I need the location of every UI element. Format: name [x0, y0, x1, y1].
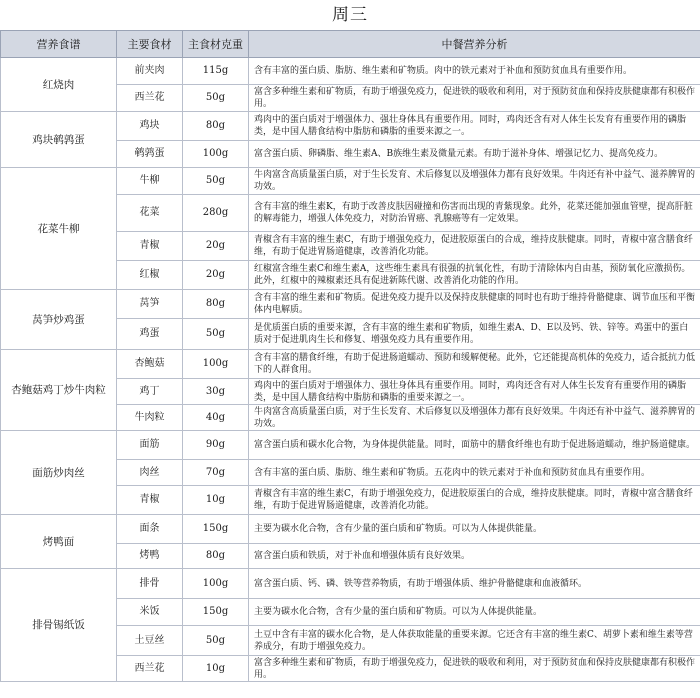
- nutrition-analysis: 含有丰富的蛋白质、脂肪、维生素和矿物质。五花肉中的铁元素对于补血和预防贫血具有重要作用。: [249, 460, 700, 486]
- table-body: [1, 58, 700, 682]
- header-ingredient: 主要食材: [117, 31, 183, 58]
- ingredient-name: 牛柳: [117, 168, 183, 195]
- table-row: [1, 515, 700, 544]
- ingredient-name: 牛肉粒: [117, 405, 183, 431]
- ingredient-weight: 10g: [183, 486, 249, 515]
- ingredient-name: 青椒: [117, 486, 183, 515]
- nutrition-analysis: 是优质蛋白质的重要来源，含有丰富的维生素和矿物质，如维生素A、D、E以及钙、铁、锌等。鸡蛋中的蛋白质对于促进肌肉生长和修复、增强免疫力具有重要作用。: [249, 319, 700, 350]
- ingredient-name: 西兰花: [117, 85, 183, 112]
- ingredient-weight: 50g: [183, 168, 249, 195]
- nutrition-analysis: 富含多种维生素和矿物质，有助于增强免疫力，促进铁的吸收和利用，对于预防贫血和保持皮肤健康都有积极作用。: [249, 85, 700, 112]
- ingredient-name: 面筋: [117, 431, 183, 460]
- ingredient-weight: 100g: [183, 569, 249, 599]
- ingredient-weight: 80g: [183, 544, 249, 569]
- nutrition-analysis: 土豆中含有丰富的碳水化合物，是人体获取能量的重要来源。它还含有丰富的维生素C、胡萝卜素和维生素等营养成分，有助于增强免疫力。: [249, 626, 700, 656]
- dish-name: 红烧肉: [1, 58, 117, 112]
- nutrition-analysis: 富含蛋白质和碳水化合物，为身体提供能量。同时，面筋中的膳食纤维也有助于促进肠道蠕动，维护肠道健康。: [249, 431, 700, 460]
- header-analysis: 中餐营养分析: [249, 31, 700, 58]
- ingredient-name: 排骨: [117, 569, 183, 599]
- dish-name: 杏鲍菇鸡丁炒牛肉粒: [1, 350, 117, 431]
- nutrition-analysis: 牛肉富含高质量蛋白质，对于生长发育、术后修复以及增强体力都有良好效果。牛肉还有补中益气、滋养脾胃的功效。: [249, 168, 700, 195]
- nutrition-analysis: 富含蛋白质、钙、磷、铁等营养物质，有助于增强体质、维护骨骼健康和血液循环。: [249, 569, 700, 599]
- table-row: [1, 350, 700, 379]
- nutrition-analysis: 含有丰富的蛋白质、脂肪、维生素和矿物质。肉中的铁元素对于补血和预防贫血具有重要作用。: [249, 58, 700, 85]
- page-title: 周三: [332, 5, 368, 25]
- nutrition-analysis: 鸡肉中的蛋白质对于增强体力、强壮身体具有重要作用。同时，鸡肉还含有对人体生长发育有重要作用的磷脂类，是中国人膳食结构中脂肪和磷脂的重要来源之一。: [249, 379, 700, 405]
- ingredient-name: 面条: [117, 515, 183, 544]
- dish-name: 排骨锡纸饭: [1, 569, 117, 682]
- dish-name: 莴笋炒鸡蛋: [1, 290, 117, 350]
- table-header-row: [1, 31, 700, 58]
- ingredient-weight: 150g: [183, 599, 249, 626]
- dish-name: 鸡块鹌鹑蛋: [1, 112, 117, 168]
- ingredient-name: 杏鲍菇: [117, 350, 183, 379]
- table-row: [1, 569, 700, 599]
- nutrition-analysis: 含有丰富的维生素和矿物质。促进免疫力提升以及保持皮肤健康的同时也有助于维持骨骼健康、调节血压和平衡体内电解质。: [249, 290, 700, 319]
- ingredient-weight: 90g: [183, 431, 249, 460]
- ingredient-name: 西兰花: [117, 656, 183, 682]
- ingredient-weight: 10g: [183, 656, 249, 682]
- nutrition-analysis: 富含蛋白质和铁质，对于补血和增强体质有良好效果。: [249, 544, 700, 569]
- nutrition-analysis: 红椒富含维生素C和维生素A，这些维生素具有很强的抗氧化性，有助于清除体内自由基，预防氧化应激损伤。此外，红椒中的辣椒素还具有促进新陈代谢、改善消化功能的作用。: [249, 261, 700, 290]
- ingredient-name: 花菜: [117, 195, 183, 232]
- nutrition-analysis: 含有丰富的膳食纤维，有助于促进肠道蠕动、预防和缓解便秘。此外，它还能提高机体的免疫力，适合抵抗力低下的人群食用。: [249, 350, 700, 379]
- nutrition-analysis: 含有丰富的维生素K，有助于改善皮肤因碰撞和伤害而出现的青紫现象。此外，花菜还能加强血管壁，提高肝脏的解毒能力，增强人体免疫力，对防治胃癌、乳腺癌等有一定效果。: [249, 195, 700, 232]
- ingredient-weight: 50g: [183, 319, 249, 350]
- ingredient-weight: 20g: [183, 232, 249, 261]
- ingredient-weight: 50g: [183, 85, 249, 112]
- nutrition-analysis: 富含多种维生素和矿物质，有助于增强免疫力，促进铁的吸收和利用，对于预防贫血和保持皮肤健康都有积极作用。: [249, 656, 700, 682]
- dish-name: 面筋炒肉丝: [1, 431, 117, 515]
- ingredient-weight: 80g: [183, 112, 249, 141]
- nutrition-analysis: 富含蛋白质、卵磷脂、维生素A、B族维生素及微量元素。有助于滋补身体、增强记忆力、提高免疫力。: [249, 141, 700, 168]
- header-weight: 主食材克重: [183, 31, 249, 58]
- table-row: [1, 290, 700, 319]
- ingredient-name: 米饭: [117, 599, 183, 626]
- nutrition-analysis: 青椒含有丰富的维生素C，有助于增强免疫力，促进胶原蛋白的合成，维持皮肤健康。同时，青椒中富含膳食纤维，有助于促进胃肠道健康，改善消化功能。: [249, 486, 700, 515]
- ingredient-weight: 150g: [183, 515, 249, 544]
- nutrition-analysis: 主要为碳水化合物，含有少量的蛋白质和矿物质。可以为人体提供能量。: [249, 599, 700, 626]
- ingredient-name: 青椒: [117, 232, 183, 261]
- ingredient-weight: 40g: [183, 405, 249, 431]
- ingredient-name: 鹌鹑蛋: [117, 141, 183, 168]
- ingredient-name: 肉丝: [117, 460, 183, 486]
- table-row: [1, 431, 700, 460]
- nutrition-table: [0, 30, 700, 682]
- dish-name: 烤鸭面: [1, 515, 117, 569]
- nutrition-analysis: 鸡肉中的蛋白质对于增强体力、强壮身体具有重要作用。同时，鸡肉还含有对人体生长发育有重要作用的磷脂类，是中国人膳食结构中脂肪和磷脂的重要来源之一。: [249, 112, 700, 141]
- ingredient-name: 莴笋: [117, 290, 183, 319]
- ingredient-name: 鸡丁: [117, 379, 183, 405]
- ingredient-weight: 280g: [183, 195, 249, 232]
- ingredient-weight: 100g: [183, 350, 249, 379]
- ingredient-name: 鸡块: [117, 112, 183, 141]
- ingredient-weight: 50g: [183, 626, 249, 656]
- ingredient-name: 前夹肉: [117, 58, 183, 85]
- nutrition-analysis: 牛肉富含高质量蛋白质，对于生长发育、术后修复以及增强体力都有良好效果。牛肉还有补中益气、滋养脾胃的功效。: [249, 405, 700, 431]
- ingredient-name: 红椒: [117, 261, 183, 290]
- nutrition-analysis: 主要为碳水化合物，含有少量的蛋白质和矿物质。可以为人体提供能量。: [249, 515, 700, 544]
- ingredient-weight: 70g: [183, 460, 249, 486]
- dish-name: 花菜牛柳: [1, 168, 117, 290]
- ingredient-weight: 115g: [183, 58, 249, 85]
- ingredient-weight: 80g: [183, 290, 249, 319]
- header-dish: 营养食谱: [1, 31, 117, 58]
- ingredient-weight: 20g: [183, 261, 249, 290]
- table-row: [1, 168, 700, 195]
- table-row: [1, 58, 700, 85]
- ingredient-name: 土豆丝: [117, 626, 183, 656]
- ingredient-weight: 100g: [183, 141, 249, 168]
- nutrition-analysis: 青椒含有丰富的维生素C，有助于增强免疫力，促进胶原蛋白的合成，维持皮肤健康。同时，青椒中富含膳食纤维，有助于促进胃肠道健康，改善消化功能。: [249, 232, 700, 261]
- ingredient-name: 烤鸭: [117, 544, 183, 569]
- ingredient-weight: 30g: [183, 379, 249, 405]
- table-row: [1, 112, 700, 141]
- ingredient-name: 鸡蛋: [117, 319, 183, 350]
